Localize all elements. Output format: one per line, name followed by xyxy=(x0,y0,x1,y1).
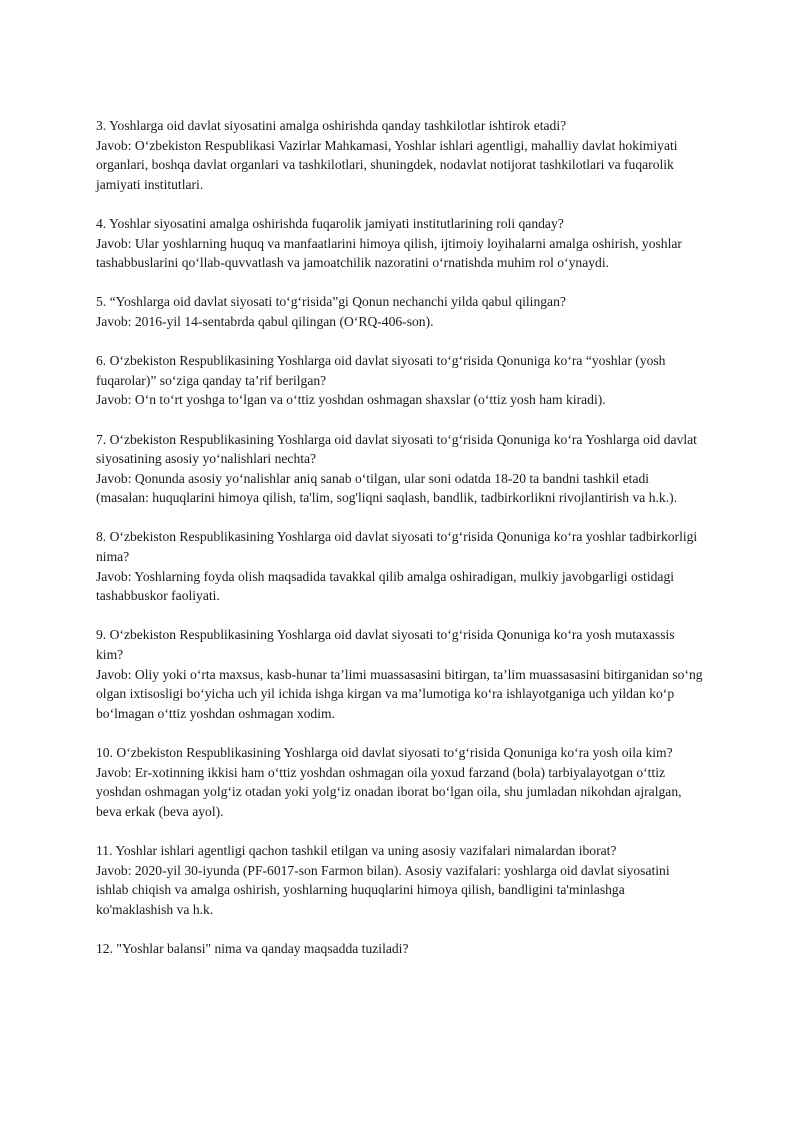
question-text: 11. Yoshlar ishlari agentligi qachon tashkil etilgan va uning asosiy vazifalari nimalardan iborat? xyxy=(96,842,617,858)
question-text: 7. O‘zbekiston Respublikasining Yoshlarga oid davlat siyosati to‘g‘risida Qonuniga ko‘ra Yoshlarga oid davlat siyosatining asosiy yo‘nalishlari nechta? xyxy=(96,431,697,467)
qa-item-7 xyxy=(96,430,704,508)
qa-item-6 xyxy=(96,351,704,410)
answer-text: Javob: 2016-yil 14-sentabrda qabul qilingan (O‘RQ-406-son). xyxy=(96,313,434,329)
qa-item-3 xyxy=(96,116,704,194)
qa-item-4 xyxy=(96,214,704,273)
qa-item-10 xyxy=(96,743,704,821)
qa-item-8 xyxy=(96,527,704,605)
document-page xyxy=(96,116,704,978)
question-text: 4. Yoshlar siyosatini amalga oshirishda fuqarolik jamiyati institutlarining roli qanday? xyxy=(96,215,564,231)
answer-text: Javob: Oliy yoki o‘rta maxsus, kasb-hunar ta’limi muassasasini bitirgan, ta’lim muassasasini bitirganidan so‘ng olgan ixtisosligi bo‘yicha uch yil ichida ishga kirgan va ma’lumotiga ko‘ra ishlayotganiga uch yildan ko‘p bo‘lmagan o‘ttiz yoshdan oshmagan xodim. xyxy=(96,666,703,721)
qa-item-12 xyxy=(96,939,704,959)
question-text: 5. “Yoshlarga oid davlat siyosati to‘g‘risida”gi Qonun nechanchi yilda qabul qilingan? xyxy=(96,294,566,310)
question-text: 9. O‘zbekiston Respublikasining Yoshlarga oid davlat siyosati to‘g‘risida Qonuniga ko‘ra yosh mutaxassis kim? xyxy=(96,627,675,663)
answer-text: Javob: Yoshlarning foyda olish maqsadida tavakkal qilib amalga oshiradigan, mulkiy javobgarligi ostidagi tashabbuskor faoliyati. xyxy=(96,568,675,604)
answer-text: Javob: Ular yoshlarning huquq va manfaatlarini himoya qilish, ijtimoiy loyihalarni amalga oshirish, yoshlar tashabbuslarini qo‘llab-quvvatlash va jamoatchilik nazoratini o‘rnatishda muhim rol o‘ynaydi. xyxy=(96,235,682,271)
answer-text: Javob: O‘n to‘rt yoshga to‘lgan va o‘ttiz yoshdan oshmagan shaxslar (o‘ttiz yosh ham kiradi). xyxy=(96,392,606,408)
question-text: 3. Yoshlarga oid davlat siyosatini amalga oshirishda qanday tashkilotlar ishtirok etadi? xyxy=(96,118,567,133)
answer-text: Javob: Er-xotinning ikkisi ham o‘ttiz yoshdan oshmagan oila yoxud farzand (bola) tarbiyalayotgan o‘ttiz yoshdan oshmagan yolg‘iz otadan yoki yolg‘iz onadan iborat bo‘lgan oila, shu jumladan nikohdan ajralgan, beva erkak (beva ayol). xyxy=(96,764,682,819)
qa-item-11 xyxy=(96,841,704,919)
qa-item-5 xyxy=(96,292,704,331)
answer-text: Javob: Qonunda asosiy yo‘nalishlar aniq sanab o‘tilgan, ular soni odatda 18-20 ta bandni tashkil etadi (masalan: huquqlarini himoya qilish, ta'lim, sog'liqni saqlash, bandlik, tadbirkorlikni rivojlantirish va h.k.). xyxy=(96,470,678,506)
question-text: 6. O‘zbekiston Respublikasining Yoshlarga oid davlat siyosati to‘g‘risida Qonuniga ko‘ra “yoshlar (yosh fuqarolar)” so‘ziga qanday ta’rif berilgan? xyxy=(96,353,666,388)
qa-item-9 xyxy=(96,625,704,723)
question-text: 10. O‘zbekiston Respublikasining Yoshlarga oid davlat siyosati to‘g‘risida Qonuniga ko‘ra yosh oila kim? xyxy=(96,745,673,760)
answer-text: Javob: 2020-yil 30-iyunda (PF-6017-son Farmon bilan). Asosiy vazifalari: yoshlarga oid davlat siyosatini ishlab chiqish va amalga oshirish, yoshlarning huquqlarini himoya qilish, bandligini ta'minlashga ko'maklashish va h.k. xyxy=(96,862,670,917)
answer-text: Javob: O‘zbekiston Respublikasi Vazirlar Mahkamasi, Yoshlar ishlari agentligi, mahalliy davlat hokimiyati organlari, boshqa davlat organlari va tashkilotlari, shuningdek, nodavlat notijorat tashkilotlari va fuqarolik jamiyati institutlari. xyxy=(96,137,678,192)
question-text: 8. O‘zbekiston Respublikasining Yoshlarga oid davlat siyosati to‘g‘risida Qonuniga ko‘ra yoshlar tadbirkorligi nima? xyxy=(96,529,698,565)
question-text: 12. "Yoshlar balansi" nima va qanday maqsadda tuziladi? xyxy=(96,940,409,956)
